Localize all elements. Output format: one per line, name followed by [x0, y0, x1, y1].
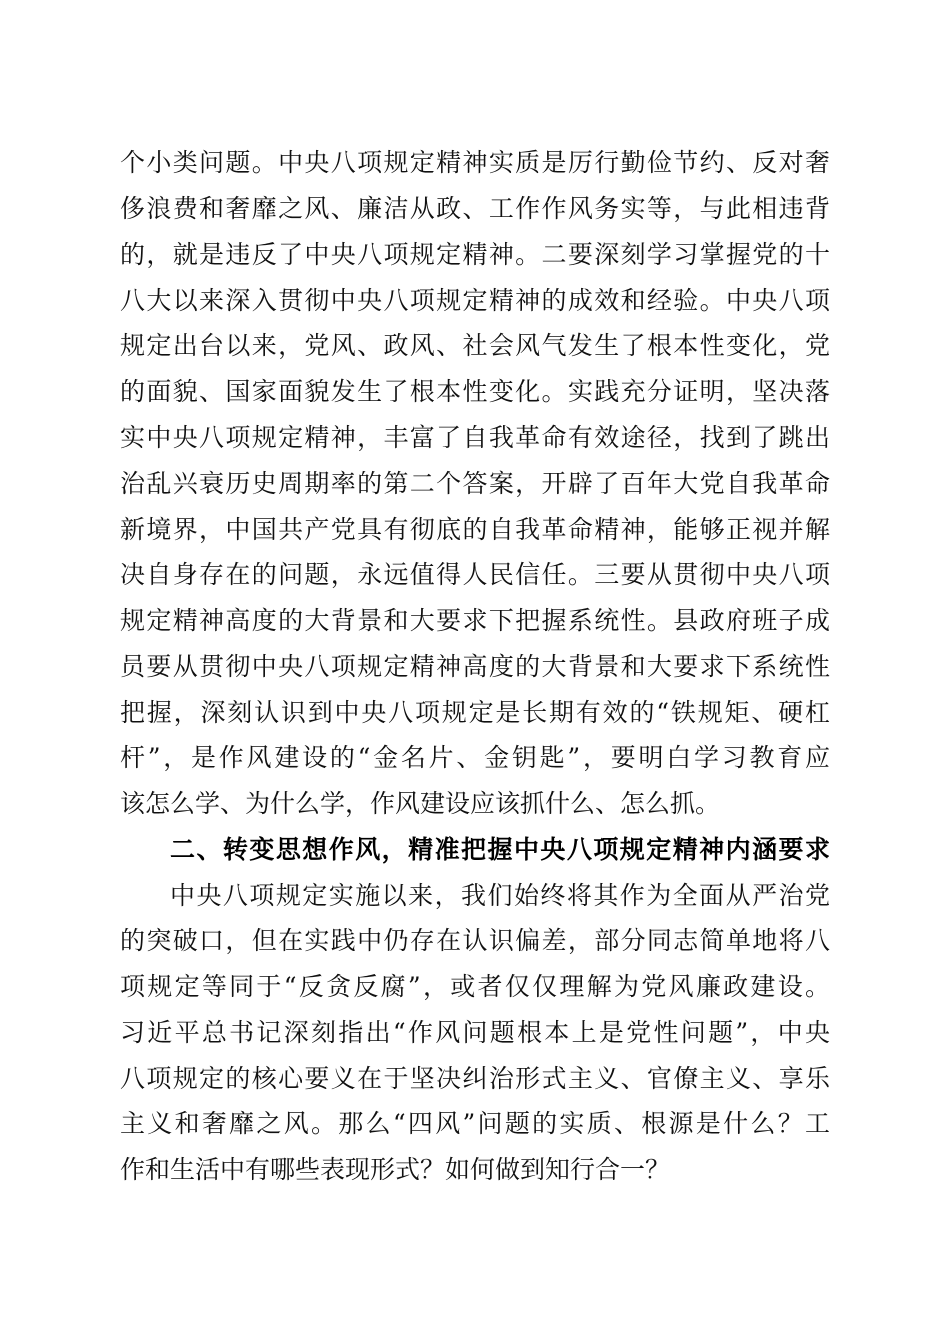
paragraph-2-line-4: 习近平总书记深刻指出“作风问题根本上是党性问题”，中央: [120, 1018, 830, 1047]
paragraph-1-line-9: 新境界，中国共产党具有彻底的自我革命精神，能够正视并解: [120, 515, 830, 544]
paragraph-1-line-14: 杆”，是作风建设的“金名片、金钥匙”，要明白学习教育应: [120, 743, 830, 772]
paragraph-1-line-4: 八大以来深入贯彻中央八项规定精神的成效和经验。中央八项: [120, 286, 830, 315]
paragraph-1-line-1: 个小类问题。中央八项规定精神实质是厉行勤俭节约、反对奢: [120, 148, 830, 177]
paragraph-2-line-2: 的突破口，但在实践中仍存在认识偏差，部分同志简单地将八: [120, 926, 830, 955]
paragraph-1-line-2: 侈浪费和奢靡之风、廉洁从政、工作作风务实等，与此相违背: [120, 194, 830, 223]
paragraph-1-line-11: 规定精神高度的大背景和大要求下把握系统性。县政府班子成: [120, 606, 830, 635]
paragraph-2-line-6: 主义和奢靡之风。那么“四风”问题的实质、根源是什么？工: [120, 1109, 830, 1138]
paragraph-1-line-15: 该怎么学、为什么学，作风建设应该抓什么、怎么抓。: [120, 789, 721, 818]
paragraph-1-line-12: 员要从贯彻中央八项规定精神高度的大背景和大要求下系统性: [120, 652, 830, 681]
paragraph-2-line-3: 项规定等同于“反贪反腐”，或者仅仅理解为党风廉政建设。: [120, 972, 830, 1001]
section-heading-2: 二、转变思想作风，精准把握中央八项规定精神内涵要求: [170, 835, 830, 864]
paragraph-1-line-3: 的，就是违反了中央八项规定精神。二要深刻学习掌握党的十: [120, 240, 830, 269]
paragraph-2-line-7: 作和生活中有哪些表现形式？如何做到知行合一？: [120, 1155, 671, 1184]
paragraph-1-line-8: 治乱兴衰历史周期率的第二个答案，开辟了百年大党自我革命: [120, 469, 830, 498]
paragraph-1-line-7: 实中央八项规定精神，丰富了自我革命有效途径，找到了跳出: [120, 423, 830, 452]
paragraph-1-line-6: 的面貌、国家面貌发生了根本性变化。实践充分证明，坚决落: [120, 377, 830, 406]
paragraph-1-line-10: 决自身存在的问题，永远值得人民信任。三要从贯彻中央八项: [120, 560, 830, 589]
paragraph-1-line-5: 规定出台以来，党风、政风、社会风气发生了根本性变化，党: [120, 331, 830, 360]
paragraph-2-line-1: 中央八项规定实施以来，我们始终将其作为全面从严治党: [170, 881, 830, 910]
paragraph-1-line-13: 把握，深刻认识到中央八项规定是长期有效的“铁规矩、硬杠: [120, 698, 830, 727]
paragraph-2-line-5: 八项规定的核心要义在于坚决纠治形式主义、官僚主义、享乐: [120, 1064, 830, 1093]
